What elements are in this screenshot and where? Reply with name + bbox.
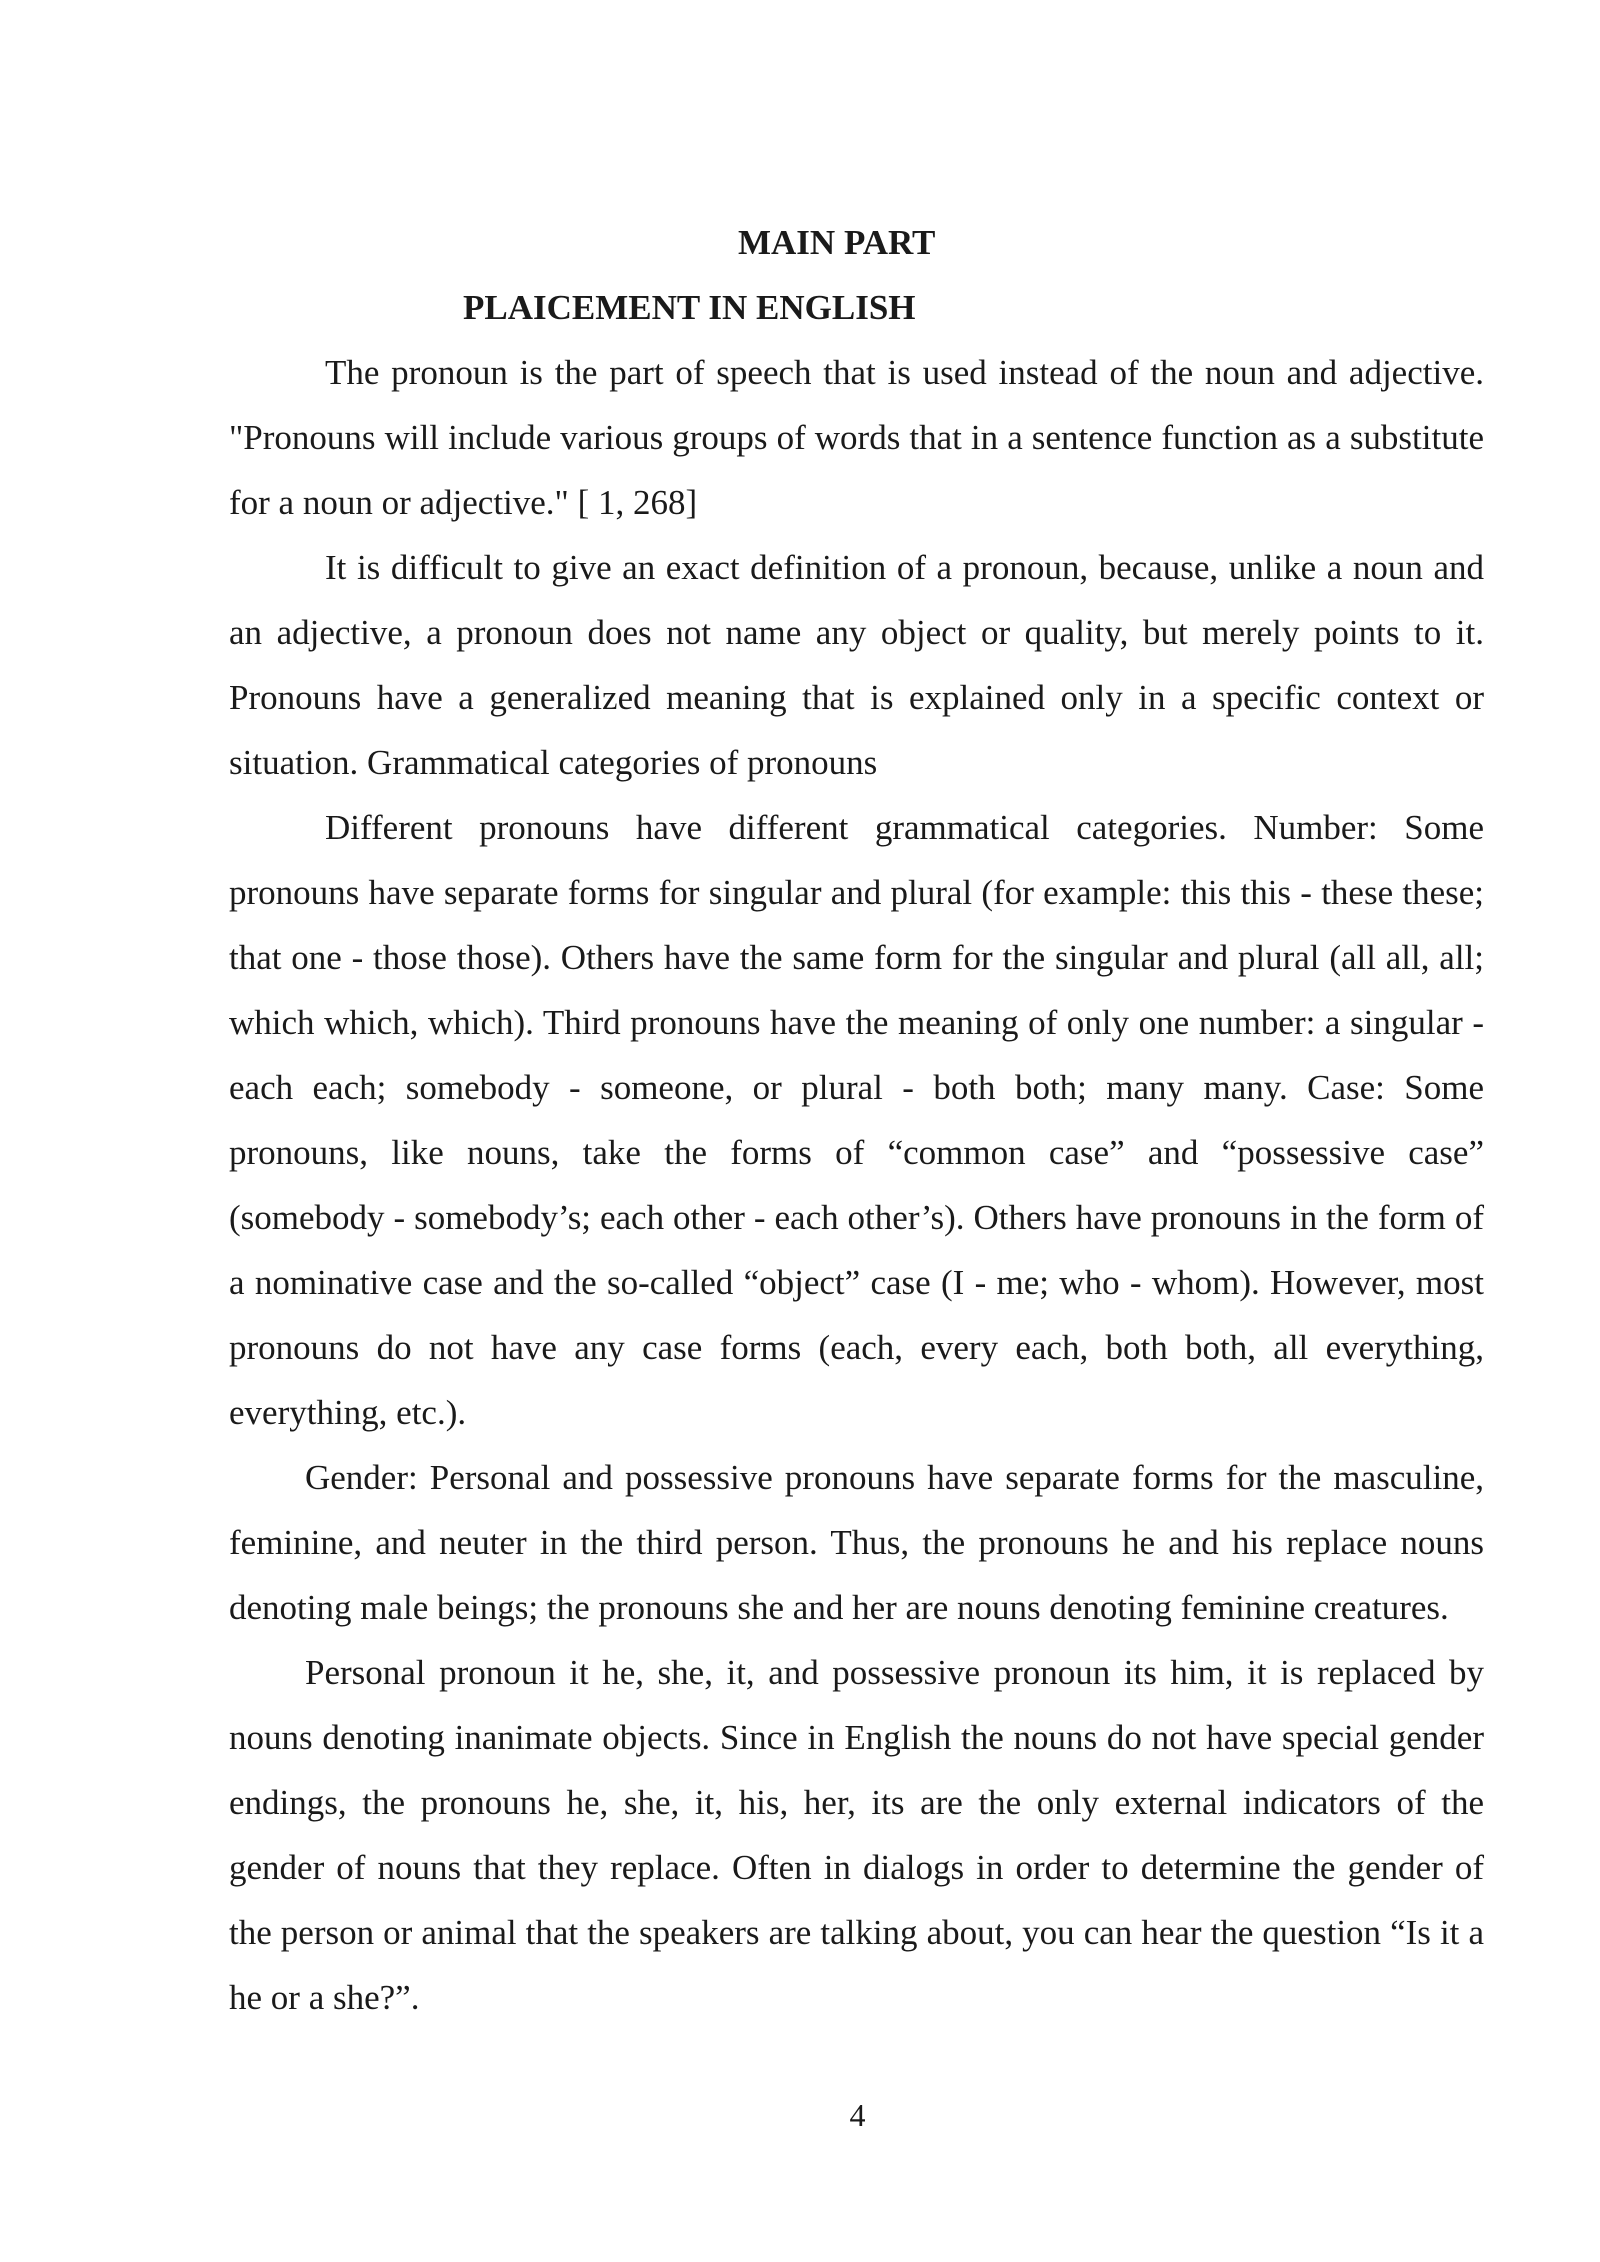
page-content [229, 210, 1484, 2030]
paragraph-2: It is difficult to give an exact definition of a pronoun, because, unlike a noun and an adjective, a pronoun does not name any object or quality, but merely points to it. Pronouns have a generalized meaning that is explained only in a specific context or situation. Grammatical categories of pronouns [229, 548, 1484, 782]
section-heading: MAIN PART [738, 223, 936, 262]
paragraph-3: Different pronouns have different grammatical categories. Number: Some pronouns have separate forms for singular and plural (for example: this this - these these; that one - those those). Others have the same form for the singular and plural (all all, all; which which, which). Third pronouns have the meaning of only one number: a singular - each each; somebody - someone, or plural - both both; many many. Case: Some pronouns, like nouns, take the forms of “common case” and “possessive case” (somebody - somebody’s; each other - each other’s). Others have pronouns in the form of a nominative case and the so-called “object” case (I - me; who - whom). However, most pronouns do not have any case forms (each, every each, both both, all everything, everything, etc.). [229, 808, 1484, 1432]
paragraph-4: Gender: Personal and possessive pronouns have separate forms for the masculine, feminine, and neuter in the third person. Thus, the pronouns he and his replace nouns denoting male beings; the pronouns she and her are nouns denoting feminine creatures. [229, 1458, 1484, 1627]
paragraph-1: The pronoun is the part of speech that is used instead of the noun and adjective. "Pronouns will include various groups of words that in a sentence function as a substitute for a noun or adjective." [ 1, 268] [229, 353, 1484, 522]
section-subheading: PLAICEMENT IN ENGLISH [463, 288, 916, 327]
paragraph-5: Personal pronoun it he, she, it, and possessive pronoun its him, it is replaced by nouns denoting inanimate objects. Since in English the nouns do not have special gender endings, the pronouns he, she, it, his, her, its are the only external indicators of the gender of nouns that they replace. Often in dialogs in order to determine the gender of the person or animal that the speakers are talking about, you can hear the question “Is it a he or a she?”. [229, 1653, 1484, 2017]
page-number: 4 [849, 2097, 866, 2133]
